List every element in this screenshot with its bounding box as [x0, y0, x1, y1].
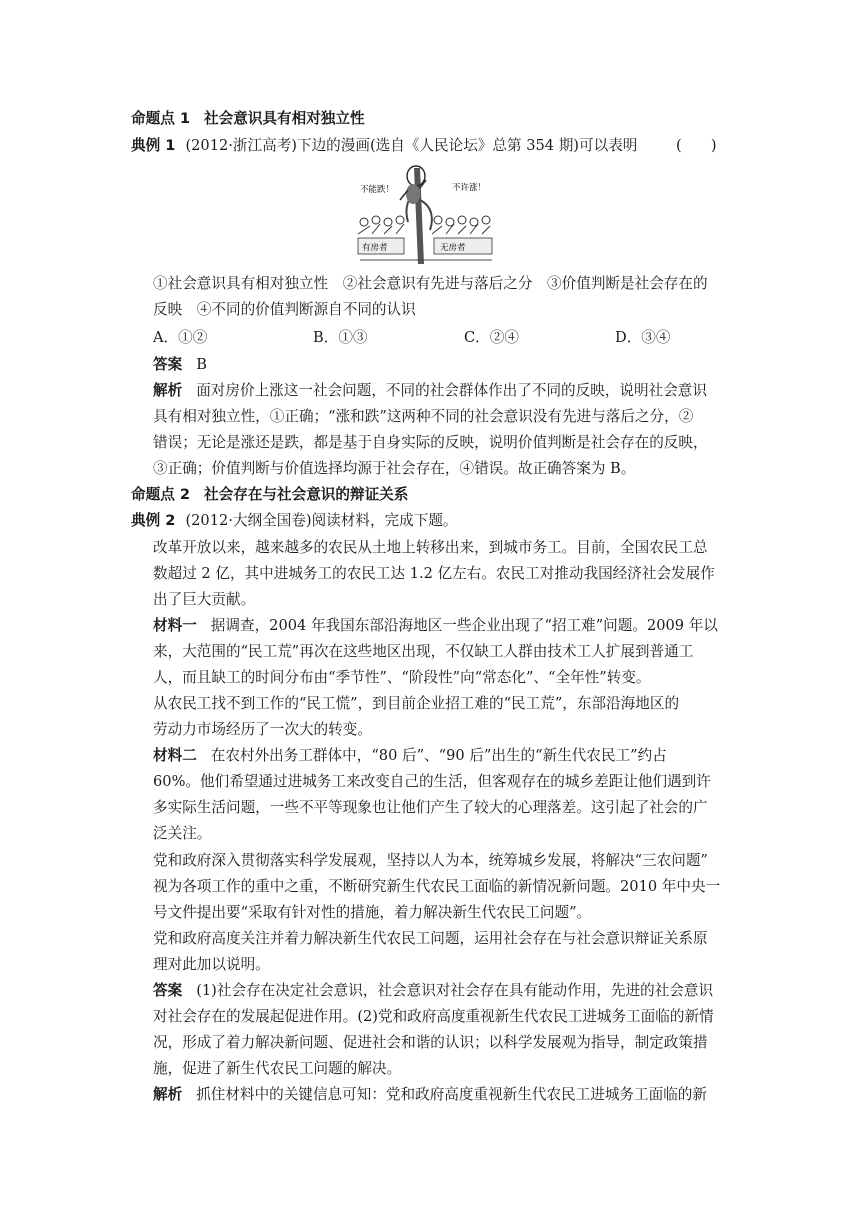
analysis-1-line-2: 具有相对独立性，①正确；“涨和跌”这两种不同的社会意识没有先进与落后之分，② — [153, 408, 694, 425]
section-heading-2: 命题点 2 社会存在与社会意识的辩证关系 — [131, 486, 409, 503]
material-2-line-3: 多实际生活问题，一些不平等现象也让他们产生了较大的心理落差。这引起了社会的广 — [153, 799, 708, 816]
answer-2-line-3: 况，形成了着力解决新问题、促进社会和谐的认识；以科学发展观为指导，制定政策措 — [153, 1034, 708, 1051]
analysis-1-line-1: 解析 面对房价上涨这一社会问题，不同的社会群体作出了不同的反映，说明社会意识 — [153, 382, 707, 399]
option-a: A．①② — [153, 329, 208, 346]
statements-line-2: 反映 ④不同的价值判断源自不同的认识 — [153, 301, 416, 318]
analysis-1-line-3: 错误；无论是涨还是跌，都是基于自身实际的反映，说明价值判断是社会存在的反映， — [153, 434, 708, 451]
answer-blank: ( ) — [676, 137, 717, 154]
material-1-line-1: 材料一 据调查，2004 年我国东部沿海地区一些企业出现了“招工难”问题。2009 年以 — [153, 617, 718, 634]
cartoon-monkey-body — [406, 184, 420, 204]
caption-right: 不许涨！ — [452, 183, 487, 193]
option-c: C．②④ — [464, 329, 519, 346]
option-d: D．③④ — [615, 329, 671, 346]
material-2-line-1: 材料二 在农村外出务工群体中，“80 后”、“90 后”出生的“新生代农民工”约占 — [153, 747, 667, 764]
material-1-line-3: 人，而且缺工的时间分布由“季节性”、“阶段性”向“常态化”、“全年性”转变。 — [153, 669, 651, 686]
statements-line-1: ①社会意识具有相对独立性 ②社会意识有先进与落后之分 ③价值判断是社会存在的 — [153, 275, 708, 292]
answer-1: 答案 B — [153, 356, 207, 373]
intro-line-1: 改革开放以来，越来越多的农民从土地上转移出来，到城市务工。目前，全国农民工总 — [153, 539, 708, 556]
answer-2-line-4: 施，促进了新生代农民工问题的解决。 — [153, 1060, 402, 1077]
intro-line-3: 出了巨大贡献。 — [153, 591, 256, 608]
policy-line-3: 号文件提出要“采取有针对性的措施，着力解决新生代农民工问题”。 — [153, 904, 592, 921]
answer-2-line-2: 对社会存在的发展起促进作用。(2)党和政府高度重视新生代农民工进城务工面临的新情 — [153, 1008, 714, 1025]
example-1-header: 典例 1 (2012·浙江高考)下边的漫画(选自《人民论坛》总第 354 期)可以表明 — [131, 137, 638, 154]
material-1-line-5: 劳动力市场经历了一次大的转变。 — [153, 721, 372, 738]
caption-left: 不能跌！ — [360, 185, 395, 195]
material-1-line-2: 来，大范围的“民工荒”再次在这些地区出现，不仅缺工人群由技术工人扩展到普通工 — [153, 643, 694, 660]
cartoon-illustration — [352, 160, 496, 266]
policy-line-1: 党和政府深入贯彻落实科学发展观，坚持以人为本，统筹城乡发展，将解决“三农问题” — [153, 852, 708, 869]
example-2-header: 典例 2 (2012·大纲全国卷)阅读材料，完成下题。 — [131, 512, 458, 529]
sign-right: 无房者 — [440, 243, 466, 253]
intro-line-2: 数超过 2 亿，其中进城务工的农民工达 1.2 亿左右。农民工对推动我国经济社会发展作 — [153, 565, 715, 582]
section-heading-1: 命题点 1 社会意识具有相对独立性 — [131, 110, 365, 127]
question-line-1: 党和政府高度关注并着力解决新生代农民工问题，运用社会存在与社会意识辩证关系原 — [153, 930, 708, 947]
analysis-1-line-4: ③正确；价值判断与价值选择均源于社会存在，④错误。故正确答案为 B。 — [153, 460, 636, 477]
material-2-line-4: 泛关注。 — [153, 825, 212, 842]
question-line-2: 理对此加以说明。 — [153, 956, 270, 973]
sign-left: 有房者 — [362, 243, 388, 253]
policy-line-2: 视为各项工作的重中之重，不断研究新生代农民工面临的新情况新问题。2010 年中央一 — [153, 878, 721, 895]
answer-2-line-1: 答案 (1)社会存在决定社会意识，社会意识对社会存在具有能动作用，先进的社会意识 — [153, 982, 714, 999]
material-2-line-2: 60%。他们希望通过进城务工来改变自己的生活，但客观存在的城乡差距让他们遇到许 — [153, 773, 711, 790]
material-1-line-4: 从农民工找不到工作的“民工慌”，到目前企业招工难的“民工荒”，东部沿海地区的 — [153, 695, 680, 712]
option-b: B．①③ — [313, 329, 368, 346]
analysis-2-line-1: 解析 抓住材料中的关键信息可知：党和政府高度重视新生代农民工进城务工面临的新 — [153, 1086, 707, 1103]
